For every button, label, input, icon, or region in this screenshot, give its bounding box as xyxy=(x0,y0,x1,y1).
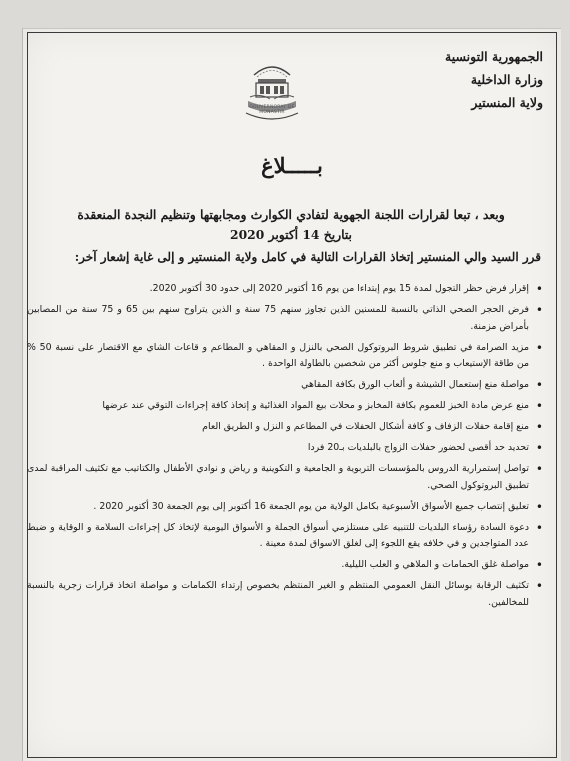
list-item: • منع إقامة حفلات الزفاف و كافة أشكال الحفلات في المطاعم و النزل و الطريق العام xyxy=(27,419,547,436)
decisions-list xyxy=(27,281,547,616)
letterhead xyxy=(383,45,543,114)
list-item: • منع عرض مادة الخبز للعموم بكافة المخابز و محلات بيع المواد الغذائية و إتخاذ كافة إجراءات التوقي عند عرضها xyxy=(27,398,547,415)
intro-decision-line: قرر السيد والي المنستير إتخاذ القرارات التالية في كامل ولاية المنستير و إلى غاية إشعار آخر: xyxy=(74,250,541,264)
intro-date-line: بتاريخ 14 أكتوبر 2020 xyxy=(230,227,352,242)
list-item: • تحديد حد أقصى لحضور حفلات الزواج بالبلديات بـ20 فردا xyxy=(27,440,547,457)
governorate-emblem-icon xyxy=(236,51,308,135)
list-item: • مزيد الصرامة في تطبيق شروط البروتوكول الصحي بالنزل و المقاهي و المطاعم و قاعات الشاي مع الاقتصار على نسبة 50 % من طاقة الإستيعاب و منع جلوس أكثر من شخصين بالطاولة الواحدة . xyxy=(27,340,547,373)
list-item: • مواصلة منع إستعمال الشيشة و ألعاب الورق بكافة المقاهي xyxy=(27,377,547,394)
republic-name: الجمهورية التونسية xyxy=(445,49,543,64)
emblem-caption: GOUVERNORAT DE MONASTIR xyxy=(249,105,295,115)
list-item: • تعليق إنتصاب جميع الأسواق الأسبوعية بكامل الولاية من يوم الجمعة 16 أكتوبر إلى يوم الجمعة 30 أكتوبر 2020 . xyxy=(27,499,547,516)
document-sheet xyxy=(22,28,561,761)
page-title: بـــــلاغ xyxy=(261,153,323,178)
list-item: • دعوة السادة رؤساء البلديات للتنبيه على مستلزمي أسواق الجملة و الأسواق اليومية لإتخاذ كل إجراءات السلامة و الوقاية و ضبط عدد المتواجدين و في خلافه يقع اللجوء إلى لغلق الاسواق لمدة معينة . xyxy=(27,520,547,553)
ministry-name: وزارة الداخلية xyxy=(470,72,543,87)
list-item: • فرض الحجر الصحي الذاتي بالنسبة للمسنين الذين تجاوز سنهم 75 سنة و الذين يتراوح سنهم بين 65 و 75 سنة من المصابين بأمراض مزمنة. xyxy=(27,302,547,335)
list-item: • مواصلة غلق الحمامات و الملاهي و العلب الليلية. xyxy=(27,557,547,574)
intro-line: وبعد ، تبعا لقرارات اللجنة الجهوية لتفادي الكوارث ومجابهتها وتنظيم النجدة المنعقدة xyxy=(77,207,505,222)
list-item: • تواصل إستمرارية الدروس بالمؤسسات التربوية و الجامعية و التكوينية و رياض و نوادي الأطفال والكتاتيب مع تكثيف المراقبة لمدى تطبيق البروتوكول الصحي. xyxy=(27,461,547,494)
governorate-name: ولاية المنستير xyxy=(471,95,543,110)
list-item: • تكثيف الرقابة بوسائل النقل العمومي المنتظم و الغير المنتظم بخصوص إرتداء الكمامات و مواصلة اتخاذ قرارات زجرية بالنسبة للمخالفين. xyxy=(27,578,547,611)
intro-paragraph xyxy=(41,205,541,267)
list-item: • إقرار فرض حظر التجول لمدة 15 يوم إبتداءا من يوم 16 أكتوبر 2020 إلى حدود 30 أكتوبر 2020. xyxy=(27,281,547,298)
